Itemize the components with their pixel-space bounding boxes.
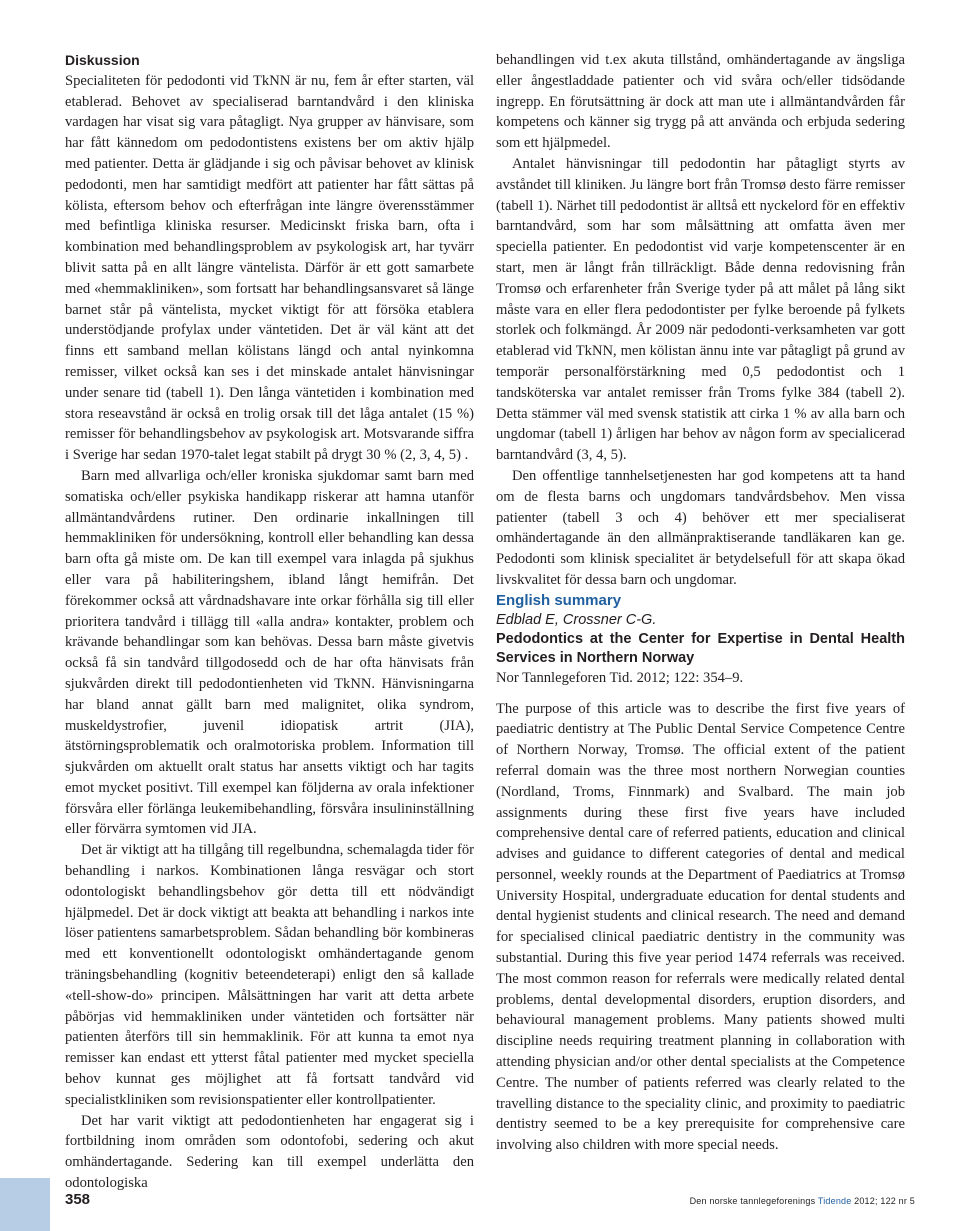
section-heading-diskussion: Diskussion bbox=[65, 52, 140, 68]
paragraph: Det är viktigt att ha tillgång till regelbundna, schemalagda tider för behandling i narkos. Kombinationen långa resvägar och stort odontologiskt behandlingsbehov gör detta till ett nödvändigt hjälpmedel. Det är dock viktigt att beakta att behandling i narkos inte löser patientens samarbetsproblem. Sådan behandling bör kombineras med ett konventionellt odontologiskt omhändertagande genom träningsbehandling (kognitiv beteendeterapi) enligt den så kallade «tell-show-do» principen. Målsättningen har varit att detta arbete påbörjas vid hemmakliniken under väntetiden och fortsätter när patienten återförs till sin hemmaklinik. För att kunna ta emot nya remisser kan endast ett ytterst fåtal patienter med mycket speciella behov kunnat ges möjlighet att få fortsatt tandvård vid specialistkliniken som revisionspatienter eller kontrollpatienter. bbox=[65, 842, 474, 1108]
journal-issue: 2012; 122 nr 5 bbox=[854, 1196, 915, 1206]
journal-footer bbox=[690, 1195, 915, 1207]
paragraph: Den offentlige tannhelsetjenesten har god kompetens att ta hand om de flesta barns och ungdomars tandvårdsbehov. Men vissa patienter (tabell 3 och 4) behöver ett mer specialiserat omhändertagande än den allmänpraktiserande tandläkaren kan ge. Pedodonti som klinisk specialitet är betydelsefull för att skapa ökad livskvalitet för dessa barn och ungdomar. bbox=[496, 467, 905, 588]
english-summary-heading: English summary bbox=[496, 591, 622, 609]
paragraph: Det har varit viktigt att pedodontienheten har engagerat sig i fortbildning inom områden som odontofobi, sedering och akut omhändertagande. Sedering kan till exempel underlätta den odontologiska bbox=[65, 1112, 474, 1192]
summary-abstract: The purpose of this article was to describe the first five years of paediatric dentistry at The Public Dental Service Competence Centre of Northern Norway, Tromsø. The official extent of the patient referral domain was the three most northern Norwegian counties (Nordland, Troms, Finnmark) and Svalbard. The main job assignments during these first five years have included comprehensive dental care of referred patients, education and clinical advises and guidance to different categories of dental and medical personnel, weekly rounds at the Department of Paediatrics at Tromsø University Hospital, undergraduate education for dental students and dental hygienist students and clinical research. The need and demand for specialised clinical paediatric dentistry in the community was substantial. During this five year period 1474 referrals was received. The most common reason for referrals were medically related dental problems, dental developmental disorders, eruption disorders, and behavioural management problems. Many patients showed multi discipline needs requiring treatment planning in collaboration with attending physician and/or other dental specialists at the Competence Centre. The number of patients referred was clearly related to the travelling distance to the speciality clinic, and proximity to paediatric dentistry seemed to be a key prerequisite for comprehensive care involving also children with more special needs. bbox=[496, 700, 905, 1154]
paragraph: Barn med allvarliga och/eller kroniska sjukdomar samt barn med somatiska och/eller psykiska handikapp riskerar att hamna utanför allmäntandvårdens rutiner. Den ordinarie inkallningen till hemmakliniken för undersökning, kontroll eller behandling kan dessa barn ofta gå miste om. De kan till exempel vara inlagda på sjukhus eller vara på habiliteringshem, ibland långt hemifrån. Det förekommer också att vårdnadshavare inte orkar förhålla sig till eller prioritera tandvård i tillägg till «alla andra» kontakter, problem och krävande behandlingar som kan behövas. Dessa barn måste givetvis också få sin tandvård tillgodosedd och de har ofta hänvisats från sjukvården direkt till pedodontienheten vid TkNN. Hänvisningarna har bland annat gällt barn med malignitet, olika syndrom, muskeldystrofier, juvenil idiopatisk artrit (JIA), ätstörningsproblematik och oralmotoriska problem. Information till sjukvården om aktuellt oralt status har ansetts viktigt och har tagits emot mycket positivt. Till exempel kan följderna av orala infektioner försvåra eller förlänga leukemibehandling, försvåra insulininställning eller förvärra symtomen vid JIA. bbox=[65, 467, 474, 838]
journal-prefix: Den norske tannlegeforenings bbox=[689, 1196, 816, 1206]
footer-color-bar bbox=[0, 1178, 50, 1231]
paragraph: Antalet hänvisningar till pedodontin har påtagligt styrts av avståndet till kliniken. Ju längre bort från Tromsø desto färre remisser (tabell 1). Närhet till pedodontist är alltså ett nyckelord för en effektiv barntandvård, som har som målsättning att omfatta även mer speciella patienter. En pedodontist vid varje kompetenscenter är en start, men är långt från tillräckligt. Både denna redovisning från Tromsø och erfarenheter från Sverige tyder på att målet på lång sikt måste vara en eller flera pedodontister per fylke beroende på fylkets storlek och folkmängd. År 2009 när pedodonti-verksamheten var gott etablerad vid TkNN, men kölistan ännu inte var påtagligt på grund av temporär personalförstärkning med 0,5 pedodontist och 1 tandsköterska var antalet remisser från Troms fylke 384 (tabell 2). Detta stämmer väl med svensk statistik att cirka 1 % av alla barn och ungdomar (tabell 1) årligen har behov av någon form av specialicerad barntandvård (3, 4, 5). bbox=[496, 155, 905, 464]
left-column bbox=[65, 50, 474, 1194]
journal-name: Tidende bbox=[817, 1196, 852, 1206]
paragraph: Specialiteten för pedodonti vid TkNN är nu, fem år efter starten, väl etablerad. Behovet av specialiserad barntandvård i den kliniska vardagen har visat sig vara påtagligt. Nya grupper av hänvisare, som har fått kännedom om pedodontistens existens ber om aktiv hjälp med patienter. Detta är glädjande i sig och påvisar behovet av klinisk pedodonti, men har samtidigt medfört att patienter har fått sättas på kölista, eftersom behov och efterfrågan inte längre överensstämmer med befintliga kliniska resurser. Medicinskt friska barn, ofta i kombination med behandlingsproblem av psykologisk art, har tyvärr blivit satta på en allt längre väntelista. Därför är ett gott samarbete med «hemmakliniken», som fortsatt har behandlingsansvaret så länge barnet står på väntelista, mycket viktigt för att försöka etablera understödjande profylax under väntetiden. Det är väl känt att det finns ett samband mellan kölistans längd och antal nyinkomna remisser, vilket också kan ses i det minskade antalet hänvisningar under senare tid (tabell 1). Den långa väntetiden i kombination med stora reseavstånd är också en trolig orsak till det låga antalet (15 %) remisser för behandlingsbehov av psykologisk art. Motsvarande siffra i Sverige har sedan 1970-talet legat stabilt på drygt 30 % (2, 3, 4, 5) . bbox=[65, 72, 474, 464]
summary-citation: Nor Tannlegeforen Tid. 2012; 122: 354–9. bbox=[496, 669, 744, 686]
page-number: 358 bbox=[65, 1191, 91, 1208]
paragraph: behandlingen vid t.ex akuta tillstånd, omhändertagande av ängsliga eller ångestladdade patienter och vid svåra och/eller tidsödande ingrepp. En förutsättning är dock att man ute i allmäntandvården får kompetens och känner sig trygg på att använda och erbjuda sedering som ett hjälpmedel. bbox=[496, 52, 905, 152]
summary-authors: Edblad E, Crossner C-G. bbox=[496, 611, 657, 628]
summary-article-title: Pedodontics at the Center for Expertise in Dental Health Services in Northern Norway bbox=[496, 630, 905, 666]
right-column bbox=[496, 50, 905, 1156]
